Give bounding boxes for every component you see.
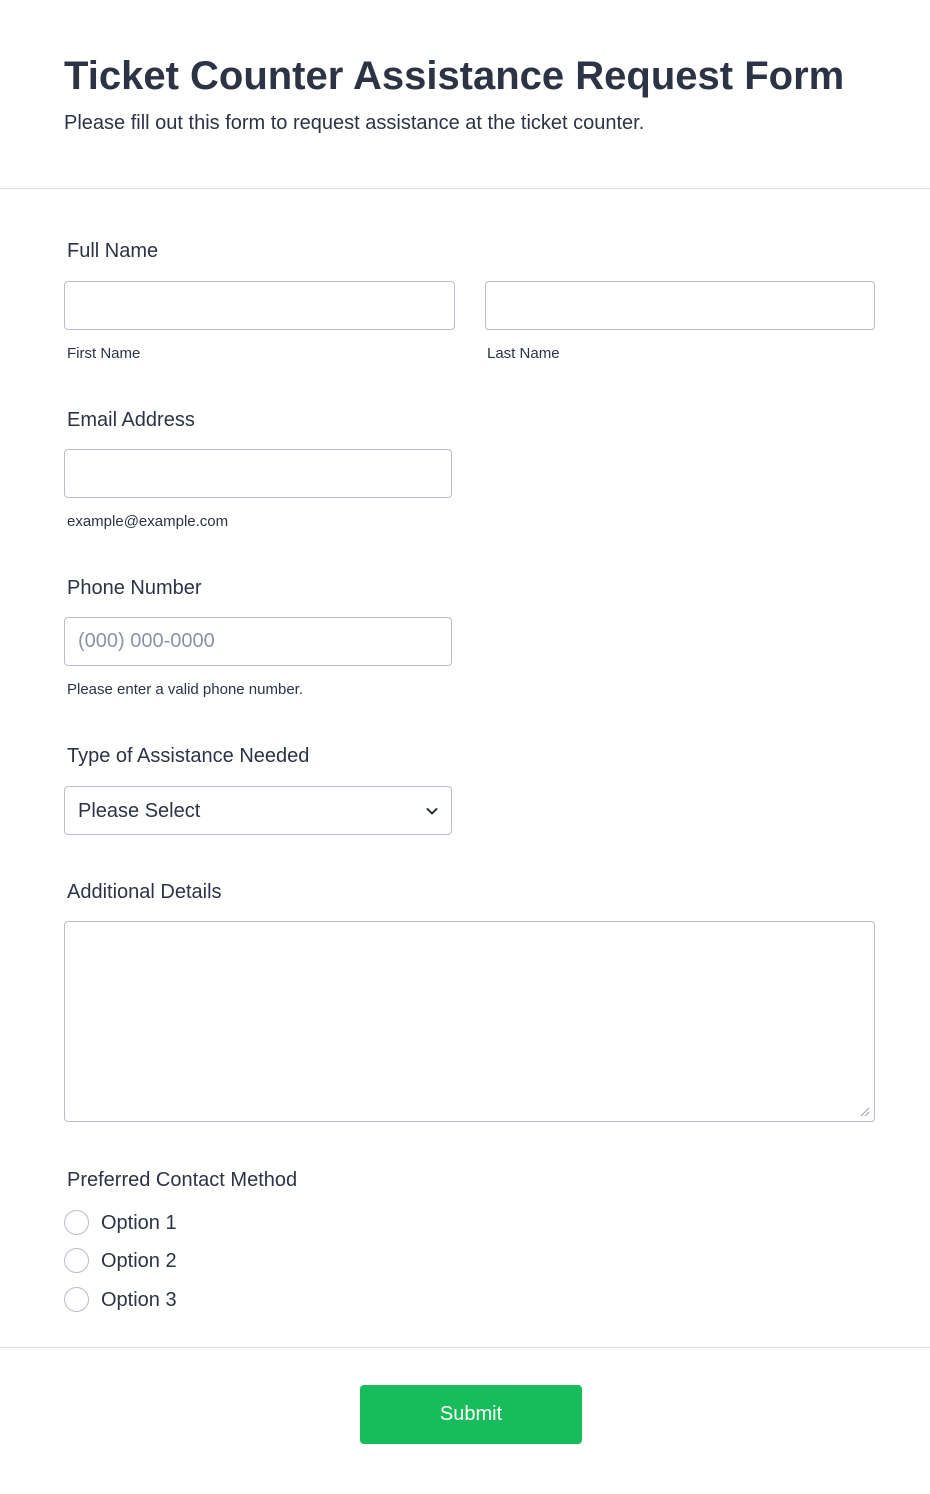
submit-button[interactable]: Submit <box>360 1385 582 1444</box>
radio-label: Option 1 <box>101 1212 177 1234</box>
contact-method-label: Preferred Contact Method <box>67 1169 298 1191</box>
radio-button[interactable] <box>64 1210 89 1235</box>
contact-option-3[interactable] <box>64 1287 264 1313</box>
chevron-down-icon <box>424 803 440 819</box>
radio-label: Option 2 <box>101 1250 177 1272</box>
assistance-type-selected: Please Select <box>78 800 201 822</box>
details-label: Additional Details <box>67 881 222 903</box>
radio-button[interactable] <box>64 1248 89 1273</box>
details-textarea[interactable] <box>64 921 875 1122</box>
resize-handle-icon[interactable] <box>858 1105 870 1117</box>
email-sublabel: example@example.com <box>67 513 229 530</box>
footer-divider <box>0 1347 930 1348</box>
last-name-sublabel: Last Name <box>487 345 560 362</box>
contact-option-2[interactable] <box>64 1248 264 1274</box>
phone-input[interactable] <box>64 617 452 666</box>
email-input[interactable] <box>64 449 452 498</box>
contact-option-1[interactable] <box>64 1210 264 1236</box>
assistance-type-label: Type of Assistance Needed <box>67 745 310 767</box>
page-subtitle: Please fill out this form to request assistance at the ticket counter. <box>64 112 645 134</box>
page-title: Ticket Counter Assistance Request Form <box>64 54 845 98</box>
email-label: Email Address <box>67 409 195 431</box>
radio-label: Option 3 <box>101 1289 177 1311</box>
phone-sublabel: Please enter a valid phone number. <box>67 681 303 698</box>
full-name-label: Full Name <box>67 240 159 262</box>
first-name-input[interactable] <box>64 281 455 330</box>
phone-label: Phone Number <box>67 577 202 599</box>
last-name-input[interactable] <box>485 281 875 330</box>
radio-button[interactable] <box>64 1287 89 1312</box>
form-header <box>0 0 930 189</box>
first-name-sublabel: First Name <box>67 345 141 362</box>
assistance-type-select[interactable] <box>64 786 452 835</box>
